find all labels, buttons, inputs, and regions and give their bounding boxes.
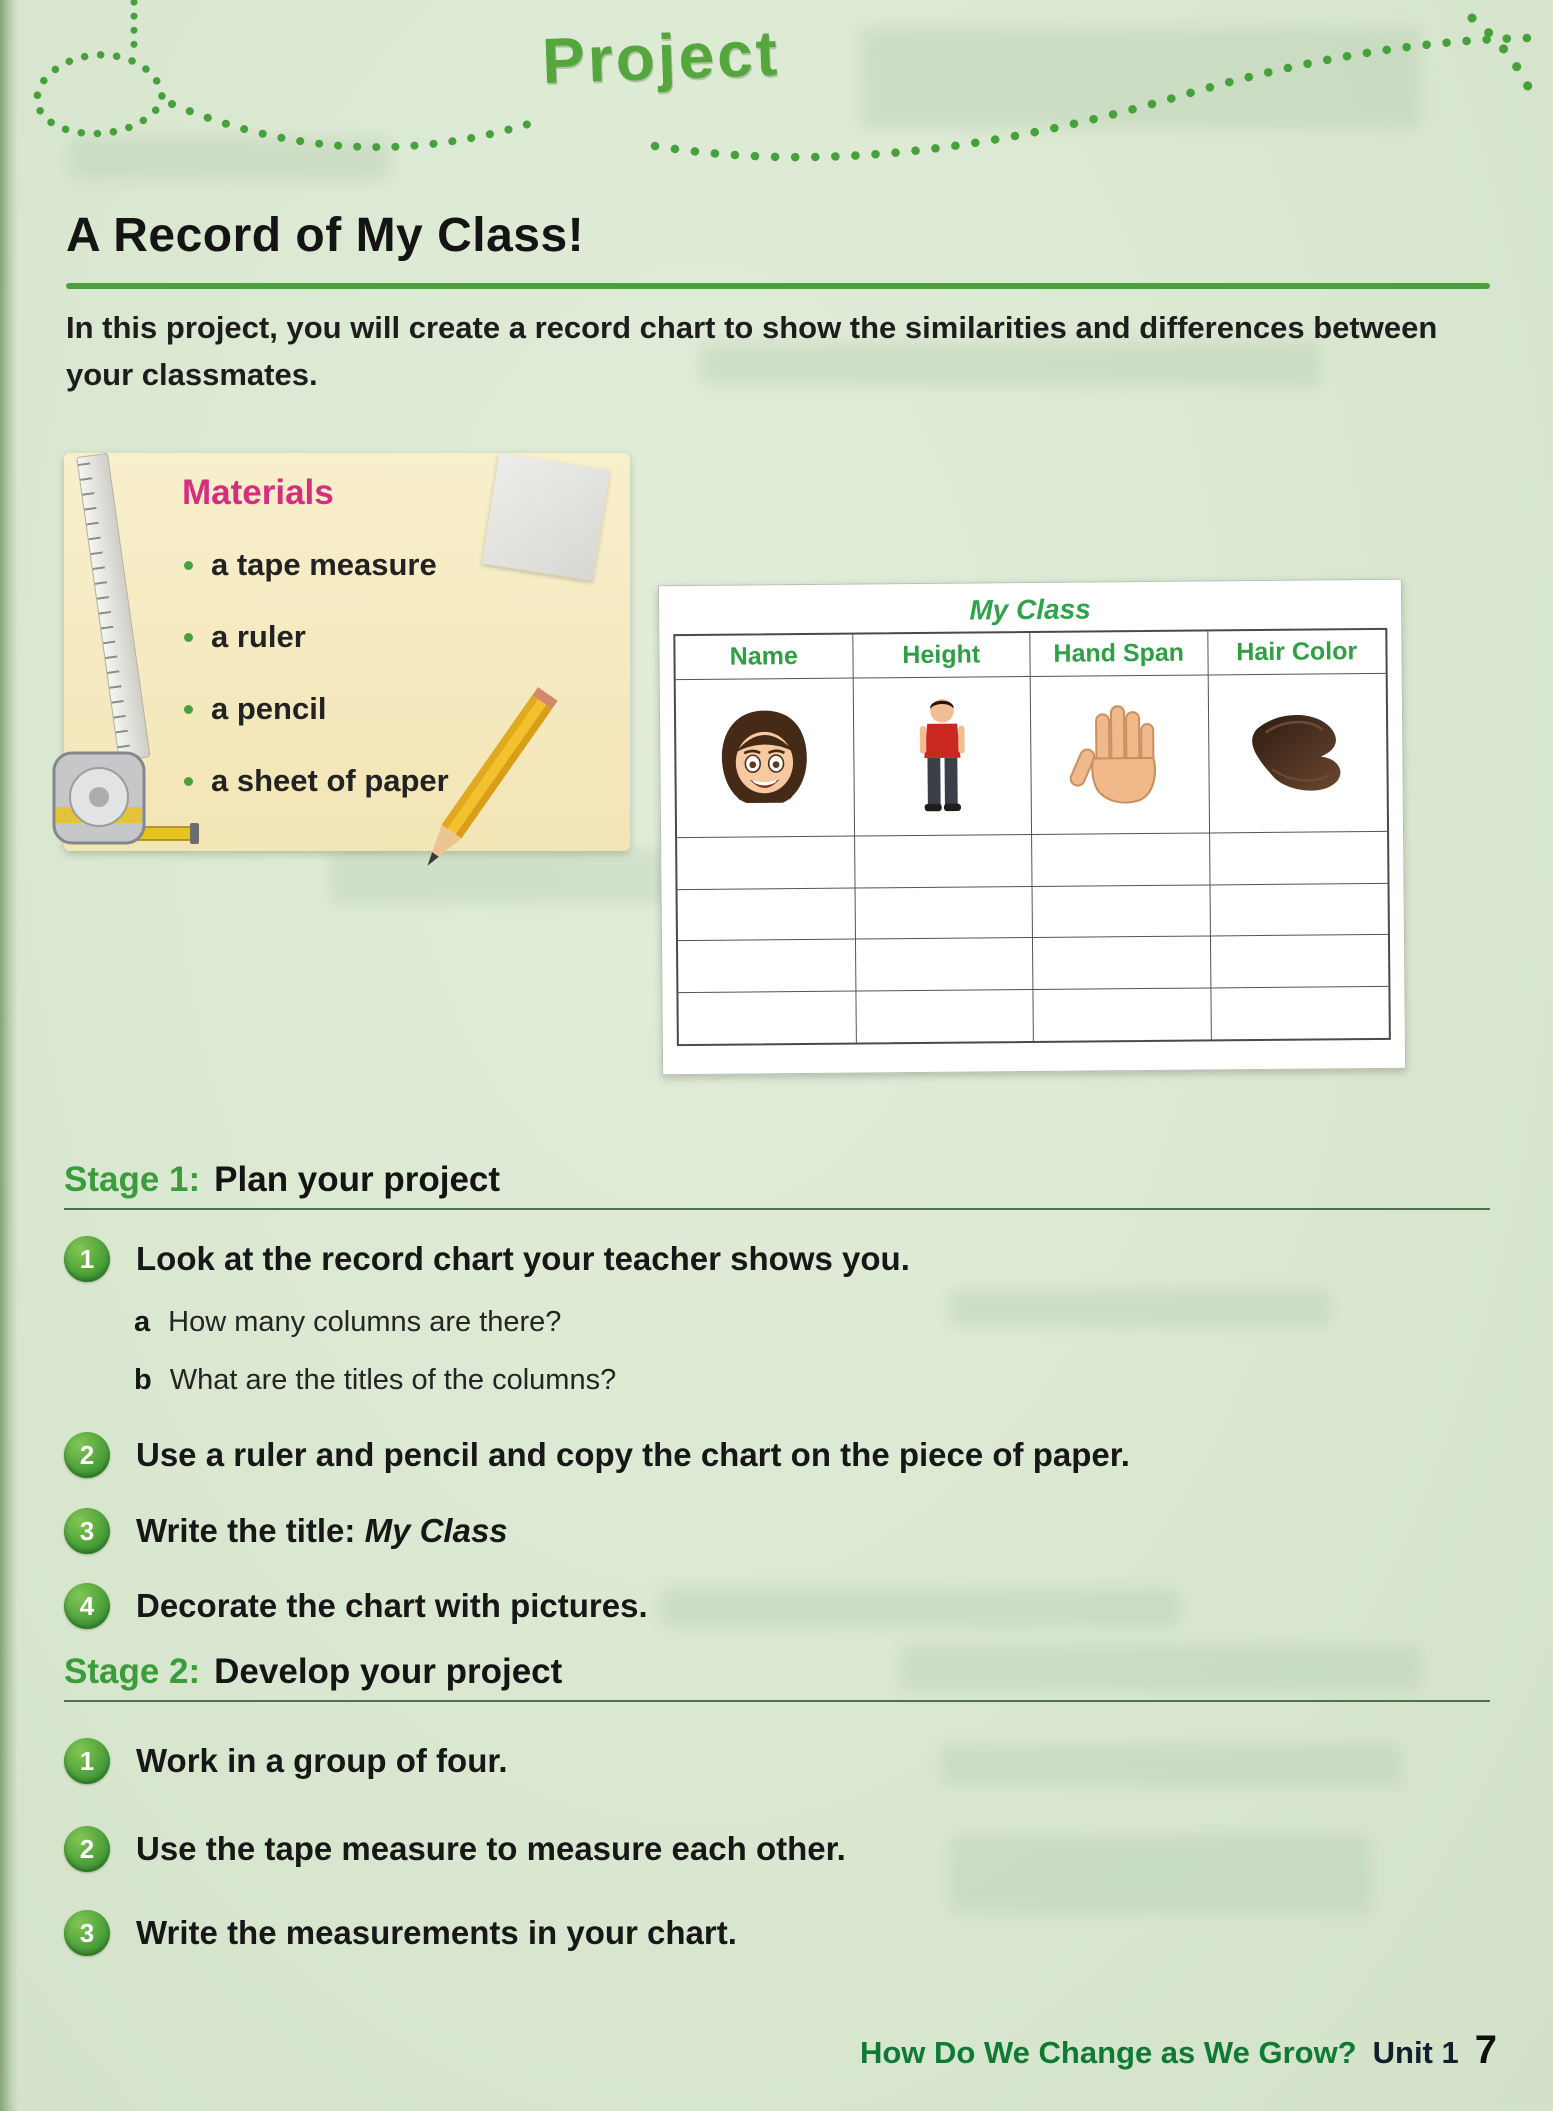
chart-empty-cell: [1211, 986, 1389, 1039]
chart-column-header: Height: [853, 633, 1031, 679]
project-banner: Project: [540, 16, 782, 98]
chart-empty-cell: [677, 837, 855, 890]
page-title: A Record of My Class!: [66, 209, 585, 262]
stage1-step-2: [64, 1432, 1130, 1478]
step-number-badge: 1: [64, 1236, 110, 1282]
chart-image-cell: [1031, 675, 1210, 835]
ghost-text-blob: [660, 1588, 1180, 1628]
materials-item-label: a tape measure: [211, 547, 437, 582]
hand-span-icon: [1069, 696, 1170, 813]
stage1-title: Plan your project: [214, 1160, 501, 1199]
stage2-label: Stage 2:: [64, 1652, 201, 1691]
step-text: Work in a group of four.: [136, 1742, 508, 1779]
ruler-icon: [76, 453, 150, 761]
chart-column-header: Hair Color: [1208, 630, 1386, 676]
materials-item-label: a sheet of paper: [211, 763, 449, 798]
bullet-dot: [184, 633, 193, 642]
footer-page-number: 7: [1474, 2028, 1497, 2072]
materials-list: [184, 529, 449, 817]
chart-empty-cell: [1032, 833, 1210, 886]
stage1-step-4: [64, 1583, 648, 1629]
girl-portrait-icon: [711, 704, 818, 811]
chart-empty-cell: [856, 989, 1034, 1042]
step-text: Look at the record chart your teacher shows you.: [136, 1240, 910, 1277]
chart-empty-cell: [855, 886, 1033, 939]
sub-letter: a: [134, 1306, 151, 1338]
ghost-text-blob: [950, 1835, 1370, 1913]
chart-empty-cell: [678, 888, 856, 941]
footer: [860, 2028, 1497, 2073]
chart-table: [673, 628, 1391, 1046]
materials-title: Materials: [182, 473, 334, 512]
materials-item-label: a pencil: [211, 691, 327, 726]
title-underline: [66, 283, 1490, 289]
materials-item: [184, 529, 449, 601]
hair-lock-icon: [1241, 706, 1354, 801]
chart-empty-cell: [678, 991, 856, 1044]
stage1-step1-sub-b: [134, 1364, 616, 1397]
chart-empty-cell: [1210, 935, 1388, 988]
ghost-text-blob: [940, 1745, 1400, 1785]
materials-box: [64, 453, 630, 851]
pencil-icon: [466, 675, 616, 907]
step-text: Use a ruler and pencil and copy the chart on the piece of paper.: [136, 1436, 1130, 1473]
tape-measure-icon: [40, 741, 210, 861]
stage2-title: Develop your project: [214, 1652, 563, 1691]
sub-text: What are the titles of the columns?: [169, 1364, 617, 1396]
ghost-text-blob: [950, 1290, 1330, 1326]
step-number-badge: 3: [64, 1910, 110, 1956]
chart-image-cell: [1208, 674, 1387, 834]
chart-empty-cell: [1033, 988, 1211, 1041]
paper-sheet-icon: [482, 453, 610, 581]
chart-empty-cell: [1210, 883, 1388, 936]
footer-unit: Unit 1: [1372, 2035, 1459, 2070]
materials-item: [184, 601, 449, 673]
stage2-rule: [64, 1700, 1490, 1702]
chart-empty-cell: [1210, 832, 1388, 885]
sub-letter: b: [134, 1364, 152, 1396]
boy-height-icon: [910, 693, 975, 820]
chart-empty-cell: [1033, 936, 1211, 989]
step-text: Write the measurements in your chart.: [136, 1914, 737, 1951]
sub-text: How many columns are there?: [168, 1306, 562, 1338]
stage1-step-3: [64, 1508, 508, 1554]
footer-question: How Do We Change as We Grow?: [859, 2035, 1357, 2070]
step-number-badge: 3: [64, 1508, 110, 1554]
stage1-step1-sub-a: [134, 1306, 561, 1339]
materials-item: [184, 745, 449, 817]
stage2-step-1: [64, 1738, 508, 1784]
chart-empty-cell: [855, 938, 1033, 991]
record-chart: [658, 579, 1406, 1075]
stage2-step-2: [64, 1826, 846, 1872]
page-binding-edge: [0, 0, 18, 2111]
stage1-label: Stage 1:: [64, 1160, 201, 1199]
chart-column-header: Hand Span: [1030, 631, 1208, 677]
ghost-text-blob: [900, 1645, 1420, 1691]
stage2-step-3: [64, 1910, 737, 1956]
stage1-step-1: [64, 1236, 910, 1282]
step-text: Write the title: My Class: [136, 1512, 508, 1549]
chart-empty-cell: [855, 835, 1033, 888]
stage1-heading: [64, 1160, 500, 1200]
materials-item-label: a ruler: [211, 619, 306, 654]
chart-column-header: Name: [675, 635, 853, 681]
chart-image-cell: [676, 679, 855, 839]
step-number-badge: 2: [64, 1432, 110, 1478]
bullet-dot: [184, 705, 193, 714]
stage1-rule: [64, 1208, 1490, 1210]
bullet-dot: [184, 561, 193, 570]
step-text: Use the tape measure to measure each other.: [136, 1830, 846, 1867]
chart-empty-cell: [1033, 885, 1211, 938]
step-number-badge: 1: [64, 1738, 110, 1784]
step-text-italic: My Class: [364, 1512, 508, 1549]
stage2-heading: [64, 1652, 562, 1692]
step-number-badge: 4: [64, 1583, 110, 1629]
chart-title: My Class: [969, 593, 1091, 626]
materials-item: [184, 673, 449, 745]
step-number-badge: 2: [64, 1826, 110, 1872]
intro-paragraph: In this project, you will create a record chart to show the similarities and differences between your classmates.: [66, 310, 1438, 392]
step-text: Decorate the chart with pictures.: [136, 1587, 648, 1624]
chart-image-cell: [853, 677, 1032, 837]
chart-empty-cell: [678, 940, 856, 993]
